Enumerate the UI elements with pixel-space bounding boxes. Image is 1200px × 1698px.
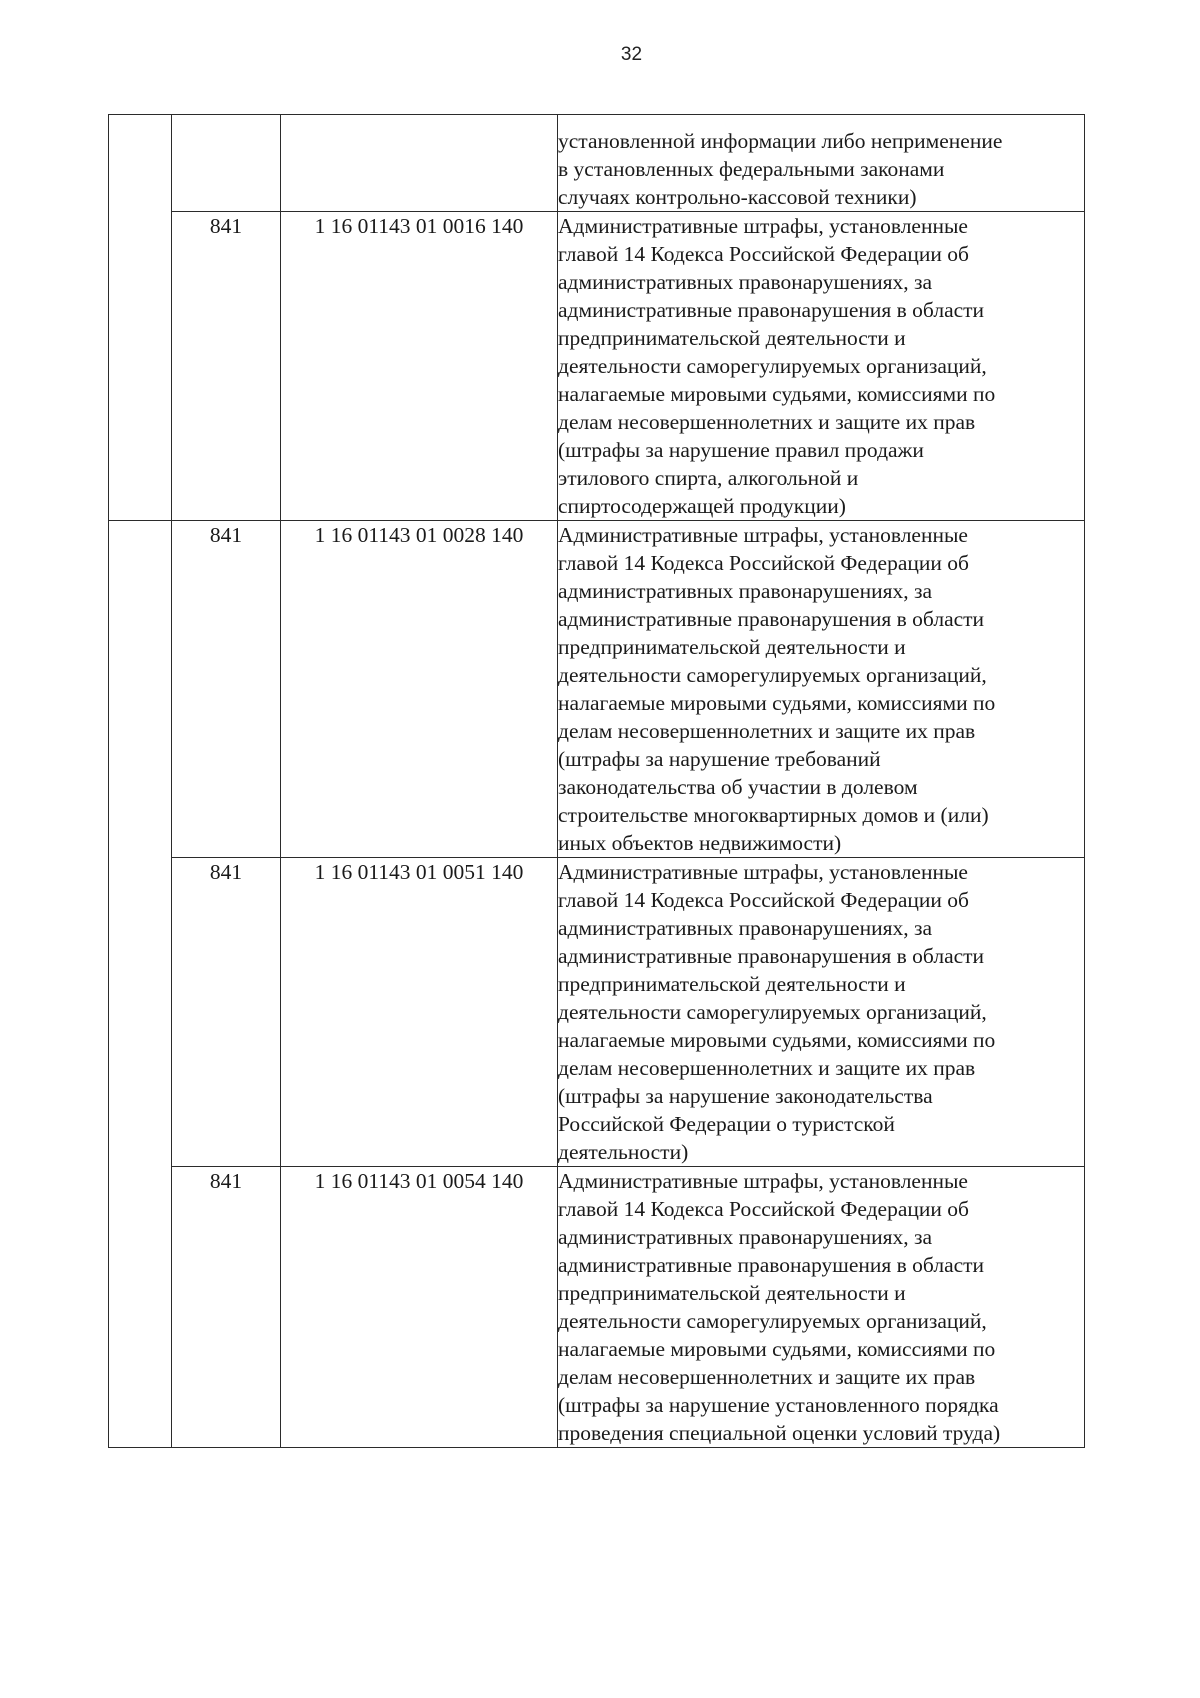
description-line: проведения специальной оценки условий труда) — [558, 1421, 1001, 1445]
budget-code-cell: 1 16 01143 01 0054 140 — [281, 1167, 558, 1448]
description-line: законодательства об участии в долевом — [558, 775, 918, 799]
description-line: главой 14 Кодекса Российской Федерации об — [558, 242, 969, 266]
description-line: главой 14 Кодекса Российской Федерации об — [558, 1197, 969, 1221]
description-cell — [558, 858, 1085, 1167]
description-line: спиртосодержащей продукции) — [558, 494, 846, 518]
description-line: налагаемые мировыми судьями, комиссиями по — [558, 1337, 996, 1361]
description-line: деятельности саморегулируемых организаций, — [558, 1309, 987, 1333]
description-line: главой 14 Кодекса Российской Федерации об — [558, 551, 969, 575]
description-line: предпринимательской деятельности и — [558, 972, 906, 996]
description-cell — [558, 115, 1085, 212]
description-line: строительстве многоквартирных домов и (или) — [558, 803, 989, 827]
description-line: Административные штрафы, установленные — [558, 1169, 968, 1193]
description-line: (штрафы за нарушение установленного порядка — [558, 1393, 999, 1417]
description-line: (штрафы за нарушение требований — [558, 747, 881, 771]
description-line: в установленных федеральными законами — [558, 157, 945, 181]
table-row — [109, 115, 1085, 212]
admin-code-cell: 841 — [172, 212, 281, 521]
description-line: административные правонарушения в области — [558, 298, 985, 322]
description-line: Российской Федерации о туристской — [558, 1112, 895, 1136]
budget-code-cell: 1 16 01143 01 0051 140 — [281, 858, 558, 1167]
description-line: делам несовершеннолетних и защите их прав — [558, 1056, 976, 1080]
page-number: 32 — [620, 44, 643, 65]
description-line: делам несовершеннолетних и защите их прав — [558, 719, 976, 743]
description-line: деятельности саморегулируемых организаций, — [558, 663, 987, 687]
description-line: административные правонарушения в области — [558, 607, 985, 631]
description-line: налагаемые мировыми судьями, комиссиями по — [558, 382, 996, 406]
description-line: предпринимательской деятельности и — [558, 326, 906, 350]
budget-code-cell — [281, 115, 558, 212]
description-line: предпринимательской деятельности и — [558, 635, 906, 659]
table-row — [109, 858, 1085, 1167]
description-line: налагаемые мировыми судьями, комиссиями по — [558, 691, 996, 715]
description-line: делам несовершеннолетних и защите их прав — [558, 410, 976, 434]
group-cell — [109, 115, 172, 521]
description-line: административных правонарушениях, за — [558, 916, 933, 940]
description-line: Административные штрафы, установленные — [558, 860, 968, 884]
description-cell — [558, 1167, 1085, 1448]
table-row — [109, 212, 1085, 521]
admin-code-cell — [172, 115, 281, 212]
description-line: предпринимательской деятельности и — [558, 1281, 906, 1305]
description-line: Административные штрафы, установленные — [558, 214, 968, 238]
description-cell — [558, 521, 1085, 858]
description-line: этилового спирта, алкогольной и — [558, 466, 859, 490]
admin-code-cell: 841 — [172, 858, 281, 1167]
budget-code-cell: 1 16 01143 01 0016 140 — [281, 212, 558, 521]
description-line: иных объектов недвижимости) — [558, 831, 842, 855]
admin-code-cell: 841 — [172, 1167, 281, 1448]
description-line: (штрафы за нарушение законодательства — [558, 1084, 933, 1108]
description-line: (штрафы за нарушение правил продажи — [558, 438, 924, 462]
budget-codes-table — [108, 114, 1085, 1448]
description-line: административные правонарушения в области — [558, 944, 985, 968]
description-line: случаях контрольно-кассовой техники) — [558, 185, 917, 209]
description-line: делам несовершеннолетних и защите их прав — [558, 1365, 976, 1389]
group-cell — [109, 521, 172, 1448]
description-line: административных правонарушениях, за — [558, 1225, 933, 1249]
description-line: Административные штрафы, установленные — [558, 523, 968, 547]
description-line: деятельности саморегулируемых организаций, — [558, 354, 987, 378]
description-line: деятельности) — [558, 1140, 689, 1164]
budget-code-cell: 1 16 01143 01 0028 140 — [281, 521, 558, 858]
description-line: установленной информации либо неприменение — [558, 129, 1003, 153]
description-line: главой 14 Кодекса Российской Федерации об — [558, 888, 969, 912]
admin-code-cell: 841 — [172, 521, 281, 858]
description-line: деятельности саморегулируемых организаций, — [558, 1000, 987, 1024]
description-line: административных правонарушениях, за — [558, 270, 933, 294]
description-line: административные правонарушения в области — [558, 1253, 985, 1277]
description-cell — [558, 212, 1085, 521]
description-line: налагаемые мировыми судьями, комиссиями по — [558, 1028, 996, 1052]
table-row — [109, 1167, 1085, 1448]
description-line: административных правонарушениях, за — [558, 579, 933, 603]
table-row — [109, 521, 1085, 858]
